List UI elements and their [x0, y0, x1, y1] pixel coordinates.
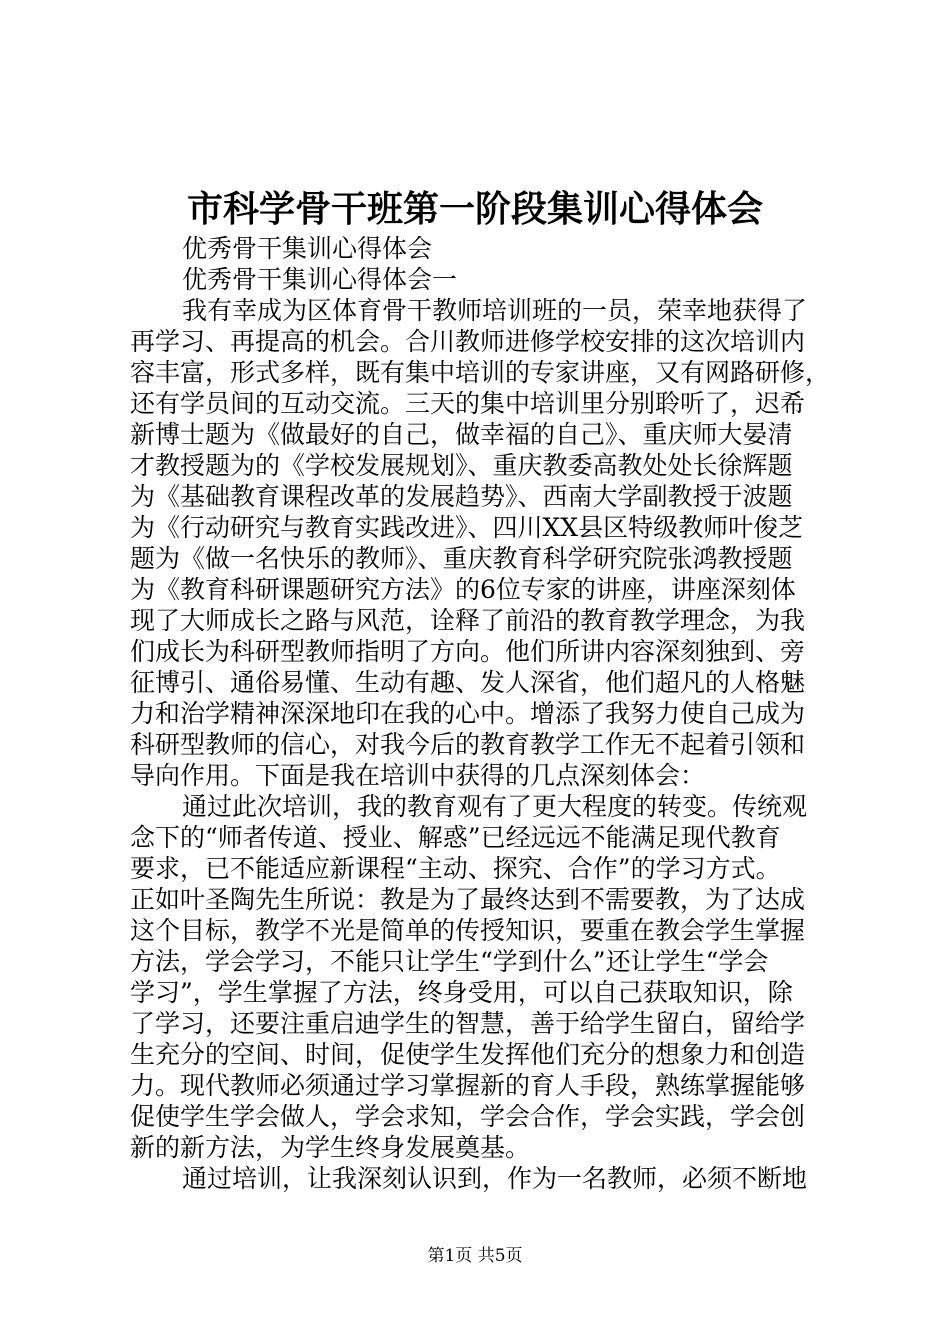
text-line: 科研型教师的信心，对我今后的教育教学工作无不起着引领和: [130, 730, 806, 759]
text-line: 容丰富，形式多样，既有集中培训的专家讲座，又有网路研修，: [130, 358, 830, 387]
text-line: 方法，学会学习，不能只让学生“学到什么”还让学生“学会: [130, 947, 769, 976]
document-title: 市科学骨干班第一阶段集训心得体会: [186, 188, 763, 230]
text-line: 要求，已不能适应新课程“主动、探究、合作”的学习方式。: [130, 854, 781, 883]
text-line: 为《基础教育课程改革的发展趋势》、西南大学副教授于波题: [130, 482, 793, 511]
text-line: 力和治学精神深深地印在我的心中。增添了我努力使自己成为: [130, 699, 806, 728]
page-footer: 第1页 共5页: [427, 1246, 523, 1266]
paragraph: [130, 295, 830, 791]
text-line: 通过此次培训，我的教育观有了更大程度的转变。传统观: [182, 792, 808, 821]
text-line: 为《行动研究与教育实践改进》、四川XX县区特级教师叶俊芝: [130, 513, 804, 542]
text-line: 们成长为科研型教师指明了方向。他们所讲内容深刻独到、旁: [130, 637, 806, 666]
paragraph: [130, 233, 830, 264]
text-line: 新的新方法，为学生终身发展奠基。: [130, 1133, 531, 1162]
paragraph: [130, 264, 830, 295]
text-line: 新博士题为《做最好的自己，做幸福的自己》、重庆师大晏清: [130, 420, 793, 449]
text-line: 学习”，学生掌握了方法，终身受用，可以自己获取知识，除: [130, 978, 793, 1007]
text-line: 促使学生学会做人，学会求知，学会合作，学会实践，学会创: [130, 1102, 806, 1131]
text-line: 我有幸成为区体育骨干教师培训班的一员，荣幸地获得了: [182, 296, 808, 325]
paragraph: [130, 791, 830, 1163]
text-line: 导向作用。下面是我在培训中获得的几点深刻体会：: [130, 761, 706, 790]
text-line: 正如叶圣陶先生所说：教是为了最终达到不需要教，为了达成: [130, 885, 806, 914]
text-line: 这个目标，教学不光是简单的传授知识，要重在教会学生掌握: [130, 916, 806, 945]
text-line: 现了大师成长之路与风范，诠释了前沿的教育教学理念，为我: [130, 606, 806, 635]
text-line: 通过培训，让我深刻认识到，作为一名教师，必须不断地: [182, 1164, 808, 1193]
text-line: 还有学员间的互动交流。三天的集中培训里分别聆听了，迟希: [130, 389, 806, 418]
text-line: 了学习，还要注重启迪学生的智慧，善于给学生留白，留给学: [130, 1009, 806, 1038]
text-line: 生充分的空间、时间，促使学生发挥他们充分的想象力和创造: [130, 1040, 806, 1069]
text-line: 再学习、再提高的机会。合川教师进修学校安排的这次培训内: [130, 327, 806, 356]
text-line: 力。现代教师必须通过学习掌握新的育人手段，熟练掌握能够: [130, 1071, 806, 1100]
text-line: 优秀骨干集训心得体会: [182, 234, 433, 263]
text-line: 念下的“师者传道、授业、解惑”已经远远不能满足现代教育: [130, 823, 781, 852]
text-line: 征博引、通俗易懂、生动有趣、发人深省，他们超凡的人格魅: [130, 668, 806, 697]
text-line: 为《教育科研课题研究方法》的6位专家的讲座，讲座深刻体: [130, 575, 796, 604]
text-line: 优秀骨干集训心得体会一: [182, 265, 458, 294]
text-line: 才教授题为的《学校发展规划》、重庆教委高教处处长徐辉题: [130, 451, 793, 480]
paragraph: [130, 1163, 830, 1194]
text-line: 题为《做一名快乐的教师》、重庆教育科学研究院张鸿教授题: [130, 544, 793, 573]
document-body: [130, 233, 830, 1194]
